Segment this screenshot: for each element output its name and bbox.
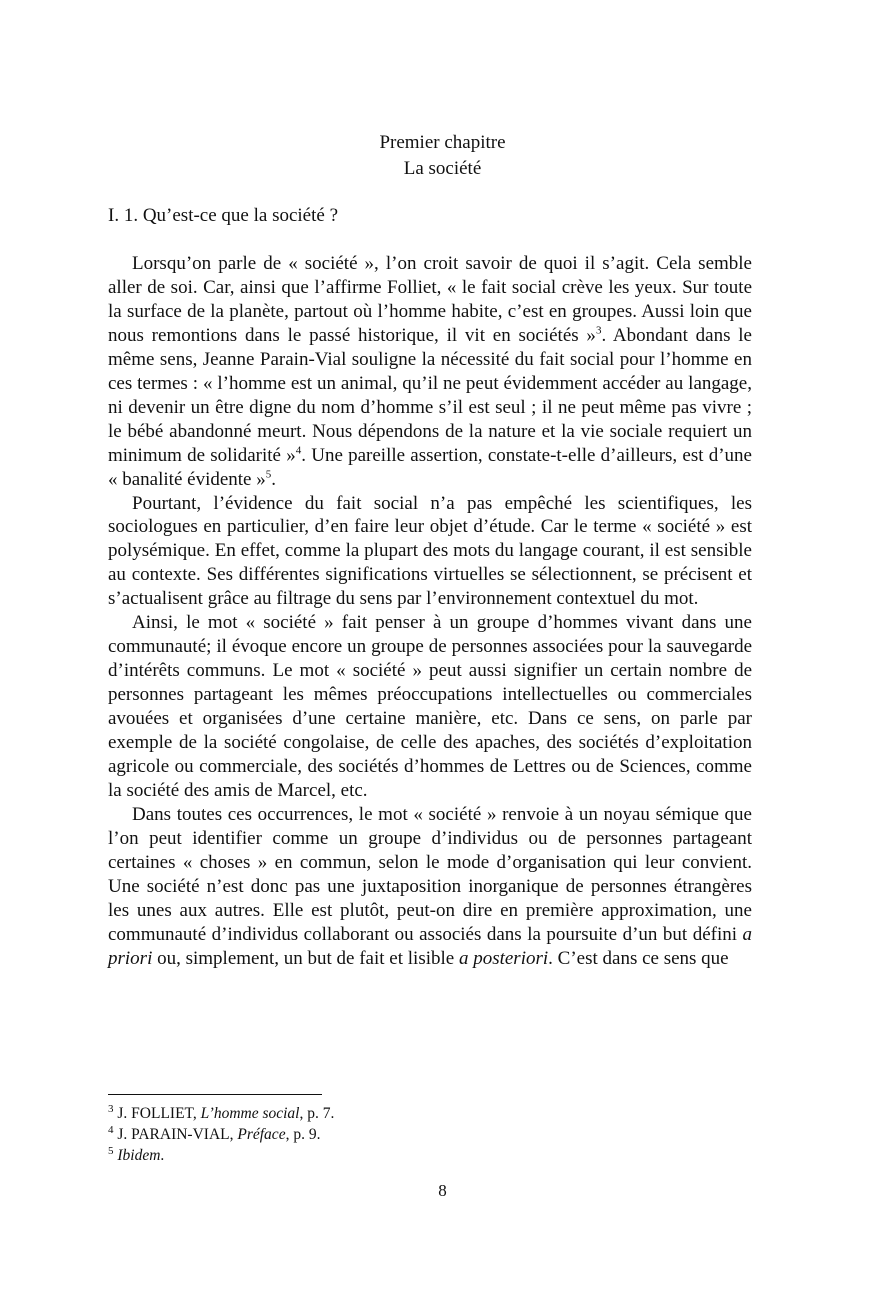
emphasis-a-posteriori: a posteriori <box>458 947 549 969</box>
paragraph-2: Pourtant, l’évidence du fait social n’a pas empêché les scientifiques, les sociologues en particulier, d’en faire leur objet d’étude. Car le terme « société » est polysémique. En effet, comme la plupart des mots du langage courant, il est sensible au contexte. Ses différentes significations virtuelles se sélectionnent, se précisent et s’actualisent grâce au filtrage du sens par l’environnement contextuel du mot. <box>108 492 752 610</box>
paragraph-3: Ainsi, le mot « société » fait penser à un groupe d’hommes vivant dans une communauté; il évoque encore un groupe de personnes associées pour la sauvegarde d’intérêts communs. Le mot « société » peut aussi signifier un certain nombre de personnes partageant les mêmes préoccupations intellectuelles ou commerciales avouées et organisées d’une certaine manière, etc. Dans ce sens, on parle par exemple de la société congolaise, de celle des apaches, des sociétés d’exploitation agricole ou commerciale, des sociétés d’hommes de Lettres ou de Sciences, comme la société des amis de Marcel, etc. <box>108 612 752 801</box>
emphasis-a-priori: a priori <box>108 923 752 969</box>
footnote-separator <box>108 1094 322 1095</box>
body-text <box>108 252 752 971</box>
paragraph-4: Dans toutes ces occurrences, le mot « société » renvoie à un noyau sémique que l’on peut identifier comme un groupe d’individus ou de personnes partageant certaines « choses » en commun, selon le mode d’organisation qui leur convient. Une société n’est donc pas une juxtaposition inorganique de personnes étrangères les unes aux autres. Elle est plutôt, peut-on dire en première approximation, une communauté d’individus collaborant ou associés dans la poursuite d’un but défini a priori ou, simplement, un but de fait et lisible a posteriori. C’est dans ce sens que <box>108 803 752 969</box>
footnote-ref-3: 3 <box>595 324 602 337</box>
section-heading: I. 1. Qu’est-ce que la société ? <box>108 205 339 226</box>
chapter-number: Premier chapitre <box>379 132 506 153</box>
footnote-4: $^4$ J. PARAIN-VIAL, Préface, p. 9. <box>108 1123 321 1143</box>
footnote-5: $^5$ Ibidem. <box>108 1144 165 1164</box>
footnote-ref-5: 5 <box>265 468 272 481</box>
chapter-title: La société <box>403 158 482 179</box>
page-number: 8 <box>438 1181 447 1200</box>
chapter-heading <box>0 130 885 182</box>
paragraph-1: Lorsqu’on parle de « société », l’on croit savoir de quoi il s’agit. Cela semble aller de soi. Car, ainsi que l’affirme Folliet, « le fait social crève les yeux. Sur toute la surface de la planète, partout où l’homme habite, c’est en groupes. Aussi loin que nous remontions dans le passé historique, il vit en sociétés »$^3$. Abondant dans le même sens, Jeanne Parain-Vial souligne la nécessité du fait social pour l’homme en ces termes : « l’homme est un animal, qu’il ne peut évidemment accéder au langage, ni devenir un être digne du nom d’homme s’il est seul ; il ne peut même pas vivre ; le bébé abandonné meurt. Nous dépendons de la nature et la vie sociale requiert un minimum de solidarité »$^4$. Une pareille assertion, constate-t-elle d’ailleurs, est d’une « banalité évidente »$^5$. <box>108 253 752 490</box>
footnote-3: $^3$ J. FOLLIET, L’homme social, p. 7. <box>108 1102 335 1122</box>
footnote-ref-4: 4 <box>295 444 302 457</box>
footnotes <box>108 1103 752 1166</box>
